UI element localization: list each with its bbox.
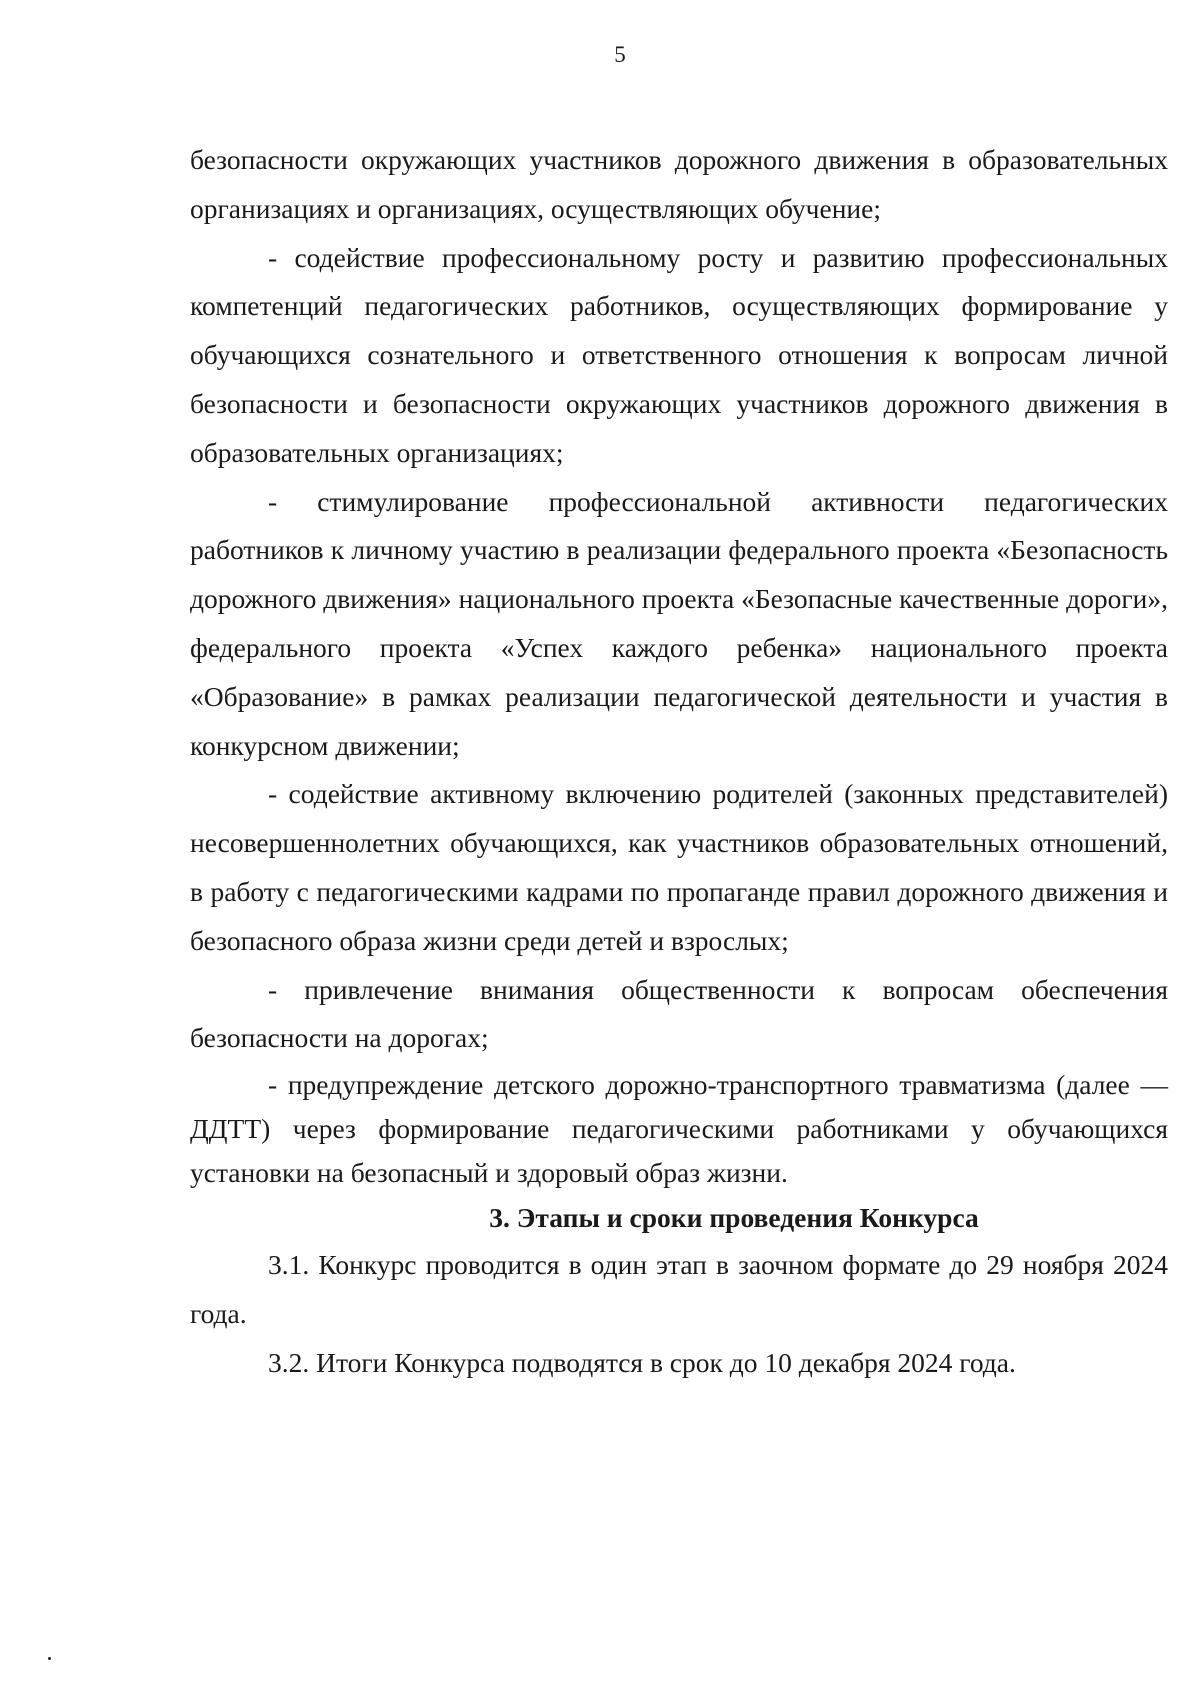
page-number: 5 xyxy=(614,42,626,67)
paragraph-public-attention: - привлечение внимания общественности к вопросам обеспечения безопасности на дорогах; xyxy=(190,973,1168,1054)
scan-speck xyxy=(48,1657,51,1660)
paragraph-professional-growth: - содействие профессиональному росту и развитию профессиональных компетенций педагогических работников, осуществляющих формирование у обучающихся сознательного и ответственного отношения к вопросам личной безопасности и безопасности окружающих участников дорожного движения в образовательных организациях; xyxy=(190,241,1168,468)
clause-3-2: 3.2. Итоги Конкурса подводятся в срок до 10 декабря 2024 года. xyxy=(268,1346,1016,1378)
section-heading: 3. Этапы и сроки проведения Конкурса xyxy=(489,1202,979,1234)
paragraph-continuation: безопасности окружающих участников дорожного движения в образовательных организациях и организациях, осуществляющих обучение; xyxy=(190,144,1168,224)
paragraph-ddtt-prevention: - предупреждение детского дорожно-транспортного травматизма (далее — ДДТТ) через формирование педагогическими работниками у обучающихся установки на безопасный и здоровый образ жизни. xyxy=(190,1069,1168,1189)
paragraph-parents-involvement: - содействие активному включению родителей (законных представителей) несовершеннолетних обучающихся, как участников образовательных отношений, в работу с педагогическими кадрами по пропаганде правил дорожного движения и безопасного образа жизни среди детей и взрослых; xyxy=(190,778,1168,956)
clause-3-1: 3.1. Конкурс проводится в один этап в заочном формате до 29 ноября 2024 года. xyxy=(190,1249,1168,1329)
document-body xyxy=(190,136,1168,1388)
paragraph-stimulation: - стимулирование профессиональной активности педагогических работников к личному участию в реализации федерального проекта «Безопасность дорожного движения» национального проекта «Безопасные качественные дороги», федерального проекта «Успех каждого ребенка» национального проекта «Образование» в рамках реализации педагогической деятельности и участия в конкурсном движении; xyxy=(190,485,1168,761)
